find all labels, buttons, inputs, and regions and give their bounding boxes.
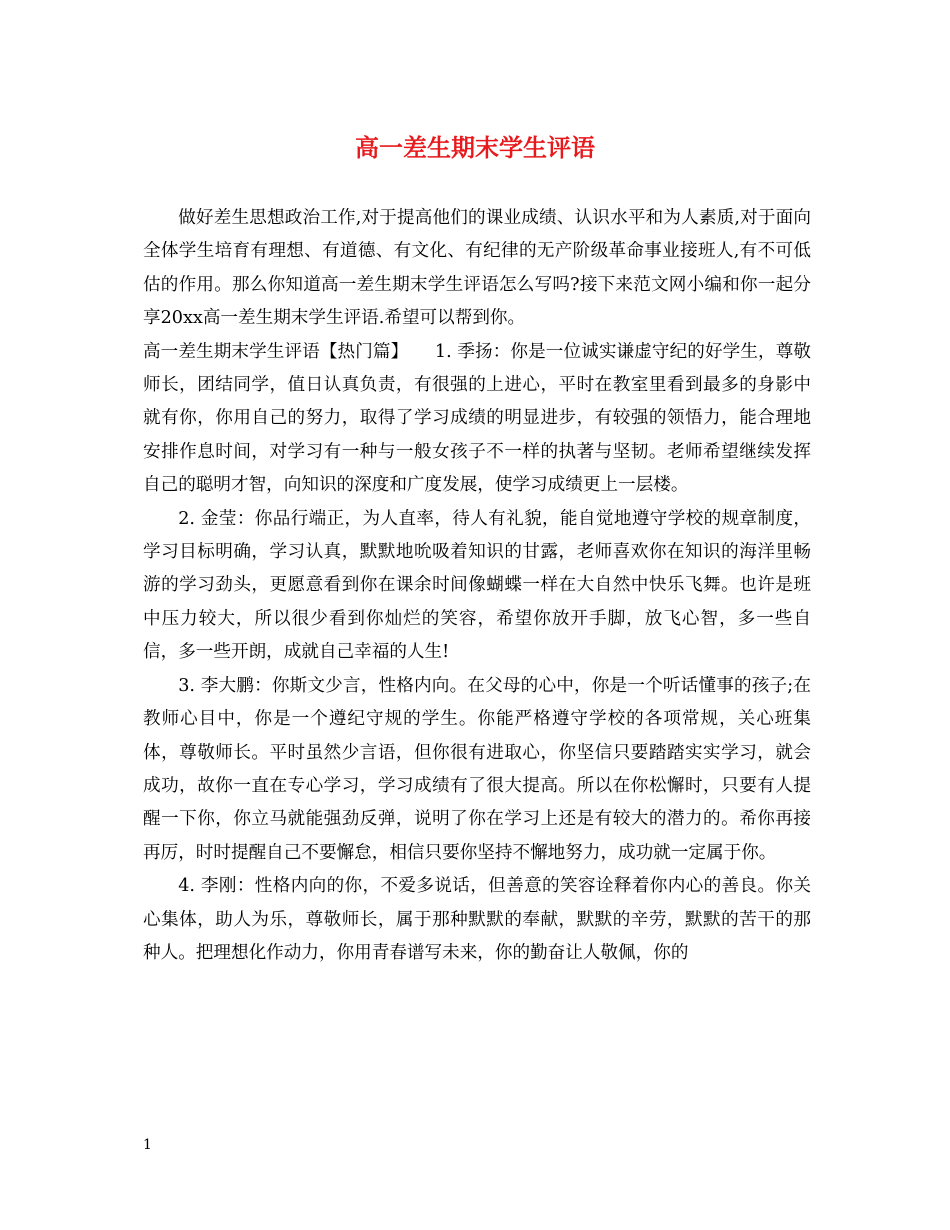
- comment-paragraph-3: 3. 李大鹏：你斯文少言，性格内向。在父母的心中，你是一个听话懂事的孩子;在教师心目中，你是一个遵纪守规的学生。你能严格遵守学校的各项常规，关心班集体，尊敬师长。平时虽然少言语，但你很有进取心，你坚信只要踏踏实实学习，就会成功，故你一直在专心学习，学习成绩有了很大提高。所以在你松懈时，只要有人提醒一下你，你立马就能强劲反弹，说明了你在学习上还是有较大的潜力的。希你再接再厉，时时提醒自己不要懈怠，相信只要你坚持不懈地努力，成功就一定属于你。: [143, 675, 811, 863]
- comment-paragraph-1: 高一差生期末学生评语【热门篇】 1. 季扬：你是一位诚实谦虚守纪的好学生，尊敬师长，团结同学，值日认真负责，有很强的上进心，平时在教室里看到最多的身影中就有你，你用自己的努力，取得了学习成绩的明显进步，有较强的领悟力，能合理地安排作息时间，对学习有一种与一般女孩子不一样的执著与坚韧。老师希望继续发挥自己的聪明才智，向知识的深度和广度发展，使学习成绩更上一层楼。: [143, 341, 811, 496]
- document-body: [143, 202, 811, 970]
- comment-paragraph-4: 4. 李刚：性格内向的你，不爱多说话，但善意的笑容诠释着你内心的善良。你关心集体，助人为乐，尊敬师长，属于那种默默的奉献，默默的辛劳，默默的苦干的那种人。把理想化作动力，你用青春谱写未来，你的勤奋让人敬佩，你的: [143, 876, 811, 963]
- intro-paragraph: 做好差生思想政治工作,对于提高他们的课业成绩、认识水平和为人素质,对于面向全体学生培育有理想、有道德、有文化、有纪律的无产阶级革命事业接班人,有不可低估的作用。那么你知道高一差生期末学生评语怎么写吗?接下来范文网小编和你一起分享20xx高一差生期末学生评语.希望可以帮到你。: [143, 208, 811, 329]
- document-title: 高一差生期末学生评语: [355, 133, 595, 162]
- comment-paragraph-2: 2. 金莹：你品行端正，为人直率，待人有礼貌，能自觉地遵守学校的规章制度，学习目标明确，学习认真，默默地吮吸着知识的甘露，老师喜欢你在知识的海洋里畅游的学习劲头，更愿意看到你在课余时间像蝴蝶一样在大自然中快乐飞舞。也许是班中压力较大，所以很少看到你灿烂的笑容，希望你放开手脚，放飞心智，多一些自信，多一些开朗，成就自己幸福的人生!: [143, 508, 811, 663]
- page-number: 1: [143, 1137, 152, 1153]
